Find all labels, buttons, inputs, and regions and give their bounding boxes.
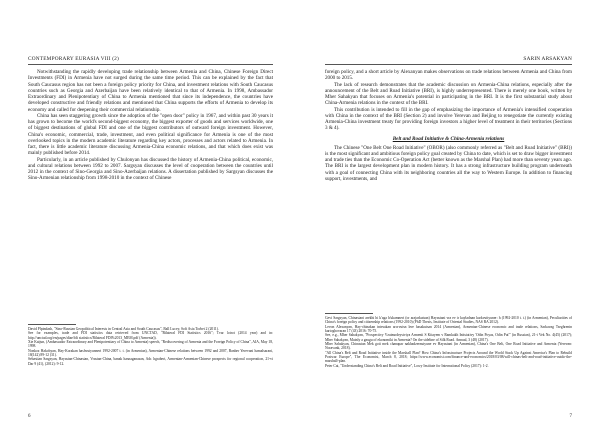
footnote-rule — [325, 313, 373, 314]
paragraph: foreign policy, and a short article by Alexanyan makes observations on trade relations between Armenia and China from 2000 to 2015. — [325, 69, 572, 82]
page-number: 7 — [569, 414, 572, 419]
header-rule — [28, 64, 273, 65]
footnotes — [325, 316, 572, 368]
body-text — [325, 69, 572, 182]
paragraph: The lack of research demonstrates that the academic discussion on Armenia-China relations, especially after the announcement of the Belt and Road Initiative (BRI), is highly underrepresented. There is merely one book, written by Mher Sahakyan that focuses on Armenia's potential in participating in the BRI. It is the first substantial study about China-Armenia relations in the context of the BRI. — [325, 81, 572, 107]
header-rule — [325, 64, 572, 65]
footnote: "All China's Belt and Road Initiative inside the Marshall Plan? How China's Infrastructure Projects Around the World Stack Up Against America's Plan to Rebuild Postwar Europe", The Economist, March 8, 2018; https://www.economist.com/finance-and-economics/2018/03/08/will-chinas-belt-and-road-initiative-outdo-the-marshall-plan. — [325, 350, 572, 364]
footnote: Levon Alexanyan, Hay-chinakan tntesakan arcrvutsn lere hasakutsan 2014 (Armenian), Armenian-Chinese economic and trade relations, Sarkavag Tseghrenin kartoghovaran 17 (43) 2016: 70-75. — [325, 324, 572, 334]
footnote: Mher Sahakyan, Chinastan Mek goti mek chanapar nakhadzernutyune ev Hayastani (in Armenian), China's One Belt, One Road Initiative and Armenia (Yerevan: Noravank, 2018). — [325, 342, 572, 351]
author-name: SARIN ARSAKYAN — [523, 56, 572, 62]
journal-title: CONTEMPORARY EURASIA VIII (2) — [28, 56, 119, 62]
footnotes — [28, 327, 273, 366]
paragraph: This contribution is intended to fill in the gap of emphasizing the importance of Armenia's intensified cooperation with China in the context of the BRI (Section 2) and involve Yerevan and Beijing to renegotiate the currently existing Armenia-China investment treaty for providing foreign investors a higher level of treatment in their territories (Sections 3 & 4). — [325, 106, 572, 132]
page-number: 6 — [28, 414, 31, 419]
footnote: Xie Kaijun, (Ambassador Extraordinary and Plenipotentiary of China to Armenia) speech, "Rediscovering of Armenia and the Foreign Policy of China", AIA, May 18, 1998. — [28, 340, 273, 349]
footnote: Peter Cai, "Understanding China's Belt and Road Initiative", Lowy Institute for International Policy (2017): 1-2. — [325, 363, 489, 368]
body-text — [28, 69, 273, 182]
footnote: See for examples, trade and FDI statistics data retrieved from UNCTAD, "Bilateral FDI Statistics 2016"; Tvar lotrot (2014 year) and in: http://unctad.org/en/pages/diae/fdi statistics/Bilateral FDI%2013_MEM.pdf (Armenia)). — [28, 331, 273, 340]
footnote-rule — [28, 324, 76, 325]
footnote: See, e.g., Mher Sahakyan, "Prospectivy Vzaimodeystviya Armenii S Kitayem v Ramkakh Initsiativy 'Odin Poyas, Odin Put'" (in Russian), 21-i Vek No. 4(45) (2017); Mher Sahakyan, Mainly a gaugu of ekonomiki in Armenia? On the sideline of Silk Road. Annual, 3 (48) (2017). — [325, 333, 572, 342]
footnote: Gevi Sargsyan, Chinastani arekhi hi k'aga h'ukamneri (or arajarkutsan) Hayastani vra ev ir kayladnan karkvuttyuner: h (1992-2010 t. t.) (in Armenian), Peculiarities of China's foreign policy and citizenship relations (1992-2010) (PhD Thesis, Institute of Oriental Studies, NAS RA 2012). — [325, 316, 572, 325]
footnote: David Plpindash, "Sino-Russian Geopolitical Interests in Central Asia and South Caucasus", Ball Lucey, Soft Asia Torbet 2 (2011). — [28, 327, 219, 331]
footnote: Nonkoz Hakobyan, Hay-Korakan hashvutyunneri 1992-2007 t. t. (in Armenian), Armenian-Chinese relations between 1992 and 2007, Banber Yerevani hamalsarani, 18(142) 89-12 (31). — [28, 348, 273, 358]
running-header — [28, 56, 273, 62]
paragraph: China has seen staggering growth since the adoption of the "open door" policy in 1967, and within past 30 years it has grown to become the world's second-biggest economy, the biggest exporter of goods and services worldwide, one of biggest destinations of global FDI and one of the biggest contributors of outward foreign investment. However, China's economic, commercial, trade, investment, and even political significance for Armenia is one of the most overlooked topics in the modern academic literature regarding key actors, processes and actors related to Armenia. In fact, there is little academic literature discussing Armenia-China economic relations, and that which does exist was mainly published before 2014. — [28, 112, 273, 157]
paragraph: Notwithstanding the rapidly developing trade relationship between Armenia and China, Chinese Foreign Direct Investments (FDI) in Armenia have not surged during the same time period. This can be explained by the fact that South Caucasus region has not been a foreign policy priority for China, and investment relations with South Caucasus countries such as Georgia and Azerbaijan have been relatively identical to that of Armenia. In 1998, Ambassador Extraordinary and Plenipotentiary of China to Armenia mentioned that since its independence, the countries have developed constructive and friendly relations and mentioned that China supports the efforts of Armenia to develop its economy and called for deepening their commercial relationship. — [28, 69, 273, 113]
section-heading: Belt and Road Initiative & China-Armenia relations — [392, 135, 505, 142]
right-page — [300, 0, 600, 424]
paragraph: Particularly, in an article published by Chulonyan has discussed the history of Armenia-China political, economic, and cultural relations between 1992 to 2007. Sargsyan discusses the level of cooperation between the countries until 2012 in the context of Sino-Georgia and Sino-Azerbaijan relations. A dissertation published by Sargsyan discusses the Sino-Armenian relationship from 1998-2010 in the context of Chinese — [28, 156, 273, 182]
paragraph: The Chinese "One Belt One Road Initiative" (OBOR) (also commonly referred as "Belt and Road Initiative" (BRI)) is the most significant and ambitious foreign policy goal created by China to date, which is set to draw bigger investment and trade ties than the Economic Co-Operation Act (better known as the Marshal Plan) had more than seventy years ago. The BRI is the largest development plan in modern history. It has a strong infrastructure building program underneath with a goal of connecting China with its neighboring countries all the way to Western Europe. In addition to financing support, investments, and — [325, 144, 572, 182]
footnote: Sebastian Sargsyan, Hayastan-Chinastan, Vrastan-China, banak hasnaganasan, Adr. hgraberi, Armenian-Armenian-Chinese prospects for regional cooperation, 21-vi Dar 9 (41), (2012): 9-12. — [28, 357, 273, 366]
running-header — [325, 56, 572, 62]
